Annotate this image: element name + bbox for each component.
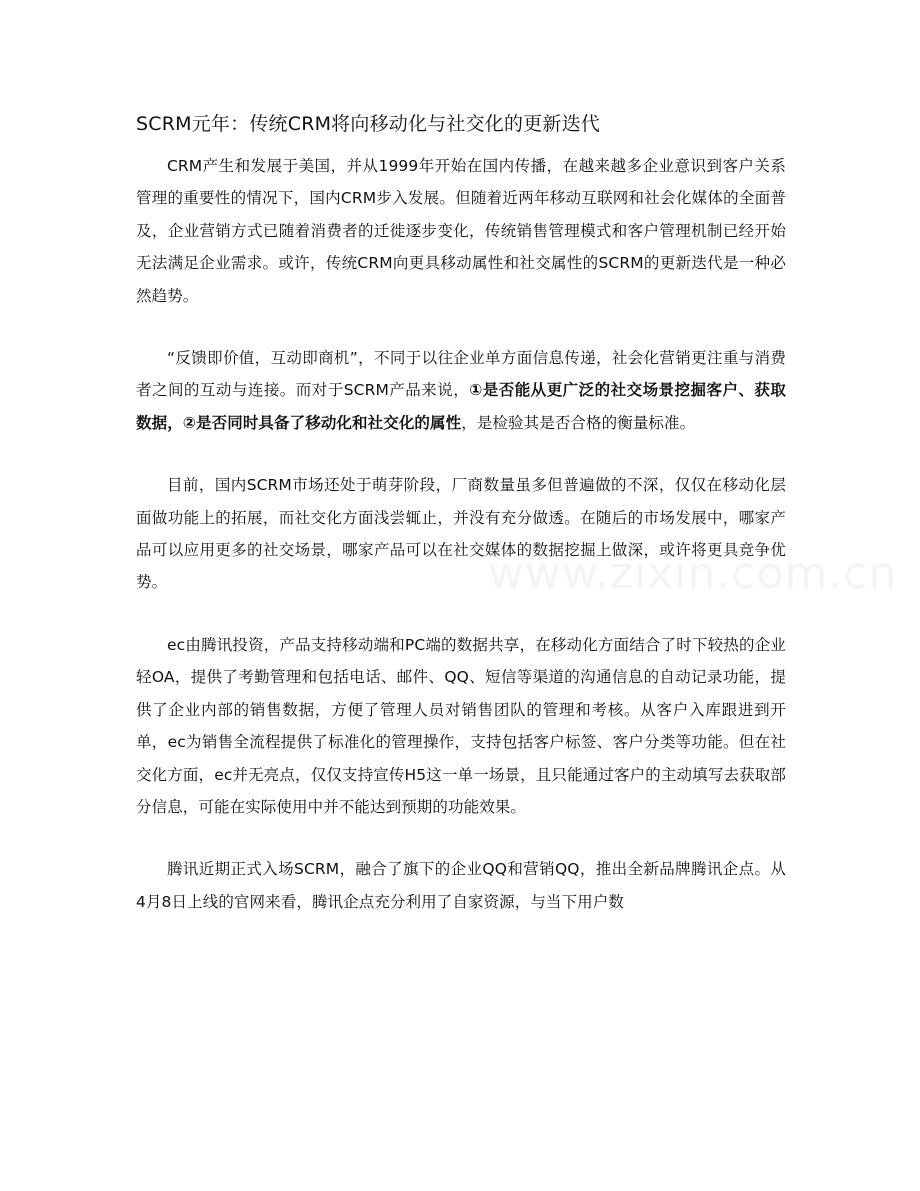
paragraph-feedback-value xyxy=(136,342,786,439)
article-title: SCRM元年：传统CRM将向移动化与社交化的更新迭代 xyxy=(136,113,600,135)
paragraph-tencent-qidian: 腾讯近期正式入场SCRM，融合了旗下的企业QQ和营销QQ，推出全新品牌腾讯企点。从4月8日上线的官网来看，腾讯企点充分利用了自家资源，与当下用户数 xyxy=(136,860,786,911)
paragraph-text: ，是检验其是否合格的衡量标准。 xyxy=(461,413,696,432)
bold-criteria-text: ①是否能从更广泛的社交场景挖掘客户、获取数据，②是否同时具备了移动化和社交化的属性 xyxy=(136,381,786,432)
paragraph-ec-product: ec由腾讯投资，产品支持移动端和PC端的数据共享，在移动化方面结合了时下较热的企业轻OA，提供了考勤管理和包括电话、邮件、QQ、短信等渠道的沟通信息的自动记录功能，提供了企业内部的销售数据，方便了管理人员对销售团队的管理和考核。从客户入库跟进到开单，ec为销售全流程提供了标准化的管理操作，支持包括客户标签、客户分类等功能。但在社交化方面，ec并无亮点，仅仅支持宣传H5这一单一场景，且只能通过客户的主动填写去获取部分信息，可能在实际使用中并不能达到预期的功能效果。 xyxy=(136,635,786,816)
watermark: www.zixin.com.cn xyxy=(488,548,898,599)
paragraph-text: “反馈即价值，互动即商机”，不同于以往企业单方面信息传递，社会化营销更注重与消费者之间的互动与连接。而对于SCRM产品来说， xyxy=(136,349,786,400)
paragraph-market-status: 目前，国内SCRM市场还处于萌芽阶段，厂商数量虽多但普遍做的不深，仅仅在移动化层面做功能上的拓展，而社交化方面浅尝辄止，并没有充分做透。在随后的市场发展中，哪家产品可以应用更多的社交场景，哪家产品可以在社交媒体的数据挖掘上做深，或许将更具竞争优势。 xyxy=(136,476,786,592)
document-page xyxy=(136,104,786,948)
paragraph-crm-origin: CRM产生和发展于美国，并从1999年开始在国内传播，在越来越多企业意识到客户关系管理的重要性的情况下，国内CRM步入发展。但随着近两年移动互联网和社会化媒体的全面普及，企业营销方式已随着消费者的迁徙逐步变化，传统销售管理模式和客户管理机制已经开始无法满足企业需求。或许，传统CRM向更具移动属性和社交属性的SCRM的更新迭代是一种必然趋势。 xyxy=(136,157,786,305)
